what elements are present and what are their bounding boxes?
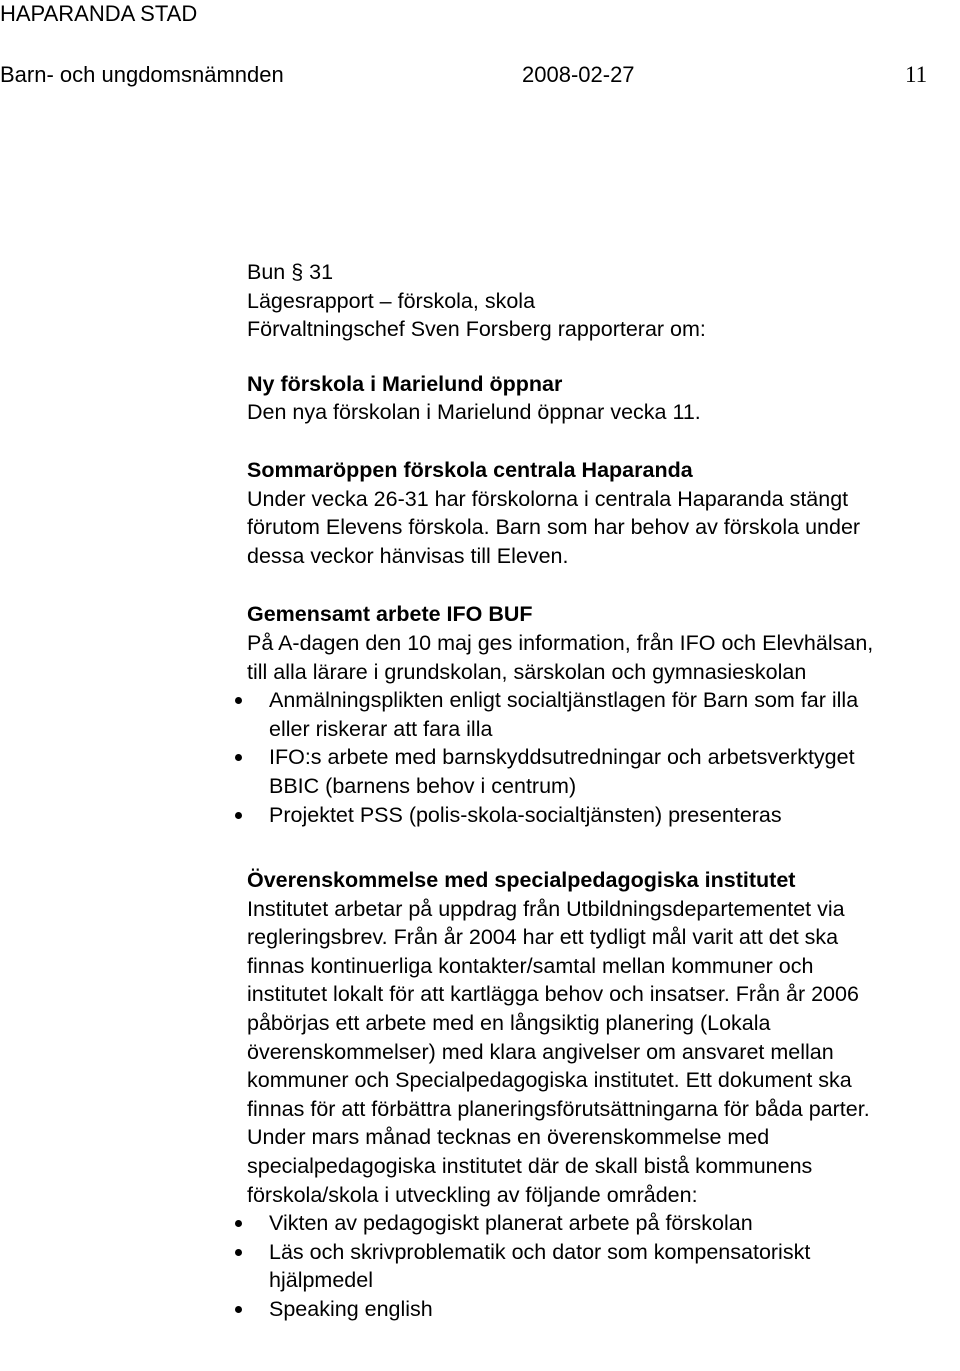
section-line: påbörjas ett arbete med en långsiktig planering (Lokala	[247, 1011, 771, 1036]
bullet-list	[247, 686, 959, 829]
bullet-icon	[235, 812, 242, 819]
page-number: 11	[905, 62, 928, 87]
bullet-icon	[235, 1306, 242, 1313]
list-item-line: eller riskerar att fara illa	[269, 716, 493, 741]
section-line: dessa veckor hänvisas till Eleven.	[247, 543, 569, 568]
list-item-line: IFO:s arbete med barnskyddsutredningar och arbetsverktyget	[269, 745, 855, 770]
case-intro: Förvaltningschef Sven Forsberg rapporterar om:	[247, 317, 706, 342]
section-line: till alla lärare i grundskolan, särskolan och gymnasieskolan	[247, 659, 807, 684]
section-line: Under mars månad tecknas en överenskommelse med	[247, 1125, 770, 1150]
list-item-line: BBIC (barnens behov i centrum)	[269, 773, 577, 798]
section-line: institutet lokalt för att kartlägga behov och insatser. Från år 2006	[247, 982, 859, 1007]
meeting-date: 2008-02-27	[522, 62, 635, 87]
section-heading: Gemensamt arbete IFO BUF	[247, 602, 533, 627]
case-number: Bun § 31	[247, 260, 334, 284]
section-marielund	[247, 370, 959, 427]
bullet-list	[247, 1209, 959, 1323]
organization-name: HAPARANDA STAD	[0, 1, 198, 26]
list-item	[247, 686, 959, 743]
section-line: överenskommelser) med klara angivelser om ansvaret mellan	[247, 1039, 834, 1064]
list-item	[247, 1238, 959, 1295]
list-item	[247, 1295, 959, 1324]
list-item-line: Speaking english	[269, 1297, 433, 1321]
section-spsm	[247, 866, 959, 1324]
bullet-icon	[235, 1249, 242, 1256]
section-heading: Överenskommelse med specialpedagogiska institutet	[247, 868, 796, 893]
section-heading: Ny förskola i Marielund öppnar	[247, 371, 563, 396]
list-item-line: Vikten av pedagogiskt planerat arbete på förskolan	[269, 1211, 753, 1236]
bullet-icon	[235, 754, 242, 761]
section-line: förutom Elevens förskola. Barn som har behov av förskola under	[247, 515, 861, 540]
section-line: specialpedagogiska institutet där de skall bistå kommunens	[247, 1154, 813, 1179]
section-heading: Sommaröppen förskola centrala Haparanda	[247, 457, 693, 482]
section-line: kommuner och Specialpedagogiska institutet. Ett dokument ska	[247, 1068, 852, 1093]
section-sommar	[247, 456, 959, 570]
section-line: finnas kontinuerliga kontakter/samtal mellan kommuner och	[247, 953, 814, 978]
list-item	[247, 1209, 959, 1238]
bullet-icon	[235, 697, 242, 704]
document-body	[247, 258, 959, 1324]
committee-name: Barn- och ungdomsnämnden	[0, 62, 284, 87]
list-item	[247, 801, 959, 830]
section-line: Under vecka 26-31 har förskolorna i centrala Haparanda stängt	[247, 486, 849, 511]
list-item	[247, 743, 959, 800]
list-item-line: Anmälningsplikten enligt socialtjänstlagen för Barn som far illa	[269, 688, 859, 713]
section-line: Institutet arbetar på uppdrag från Utbildningsdepartementet via	[247, 896, 845, 921]
list-item-line: Projektet PSS (polis-skola-socialtjänsten) presenteras	[269, 802, 782, 827]
case-title: Lägesrapport – förskola, skola	[247, 288, 536, 313]
section-line: På A-dagen den 10 maj ges information, från IFO och Elevhälsan,	[247, 630, 874, 655]
list-item-line: hjälpmedel	[269, 1268, 373, 1293]
list-item-line: Läs och skrivproblematik och dator som kompensatoriskt	[269, 1239, 811, 1264]
section-line: finnas för att förbättra planeringsförutsättningarna för båda parter.	[247, 1096, 870, 1121]
section-line: Den nya förskolan i Marielund öppnar vecka 11.	[247, 400, 701, 425]
section-line: regleringsbrev. Från år 2004 har ett tydligt mål varit att det ska	[247, 925, 839, 950]
section-ifo	[247, 600, 959, 829]
bullet-icon	[235, 1220, 242, 1227]
section-line: förskola/skola i utveckling av följande områden:	[247, 1182, 698, 1207]
